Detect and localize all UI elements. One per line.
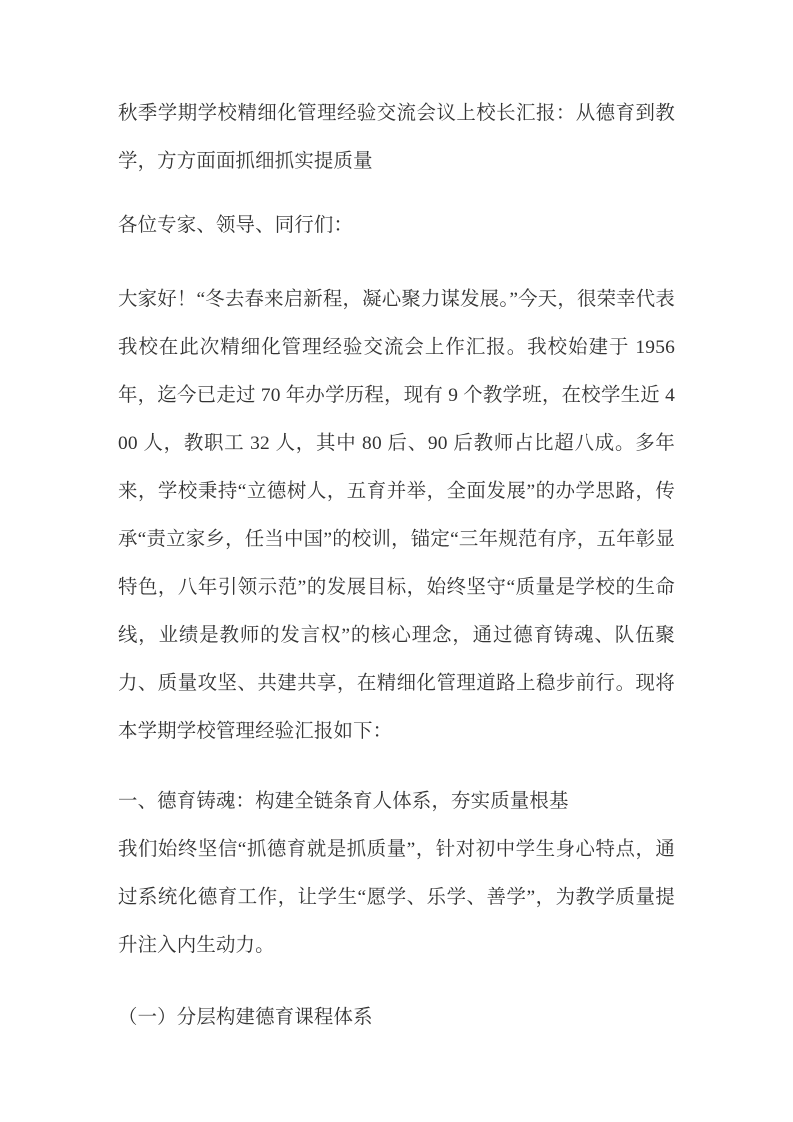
document-title: 秋季学期学校精细化管理经验交流会议上校长汇报：从德育到教学，方方面面抓细抓实提质量	[118, 103, 675, 172]
section-1-heading: 一、德育铸魂：构建全链条育人体系，夯实质量根基	[118, 791, 569, 812]
section-1-subheading: （一）分层构建德育课程体系	[118, 1007, 373, 1028]
greeting-line: 各位专家、领导、同行们：	[118, 215, 354, 236]
intro-paragraph: 大家好！“冬去春来启新程，凝心聚力谋发展。”今天，很荣幸代表我校在此次精细化管理经验交流会上作汇报。我校始建于 1956 年，迄今已走过 70 年办学历程，现有 9 个教学班，在校学生近 400 人，教职工 32 人，其中 80 后、90 后教师占比超八成。多年来，学校秉持“立德树人，五育并举，全面发展”的办学思路，传承“责立家乡，任当中国”的校训，锚定“三年规范有序，五年彰显特色，八年引领示范”的发展目标，始终坚守“质量是学校的生命线，业绩是教师的发言权”的核心理念，通过德育铸魂、队伍聚力、质量攻坚、共建共享，在精细化管理道路上稳步前行。现将本学期学校管理经验汇报如下：	[118, 289, 675, 742]
section-1-body: 我们始终坚信“抓德育就是抓质量”，针对初中学生身心特点，通过系统化德育工作，让学生“愿学、乐学、善学”，为教学质量提升注入内生动力。	[118, 839, 675, 956]
